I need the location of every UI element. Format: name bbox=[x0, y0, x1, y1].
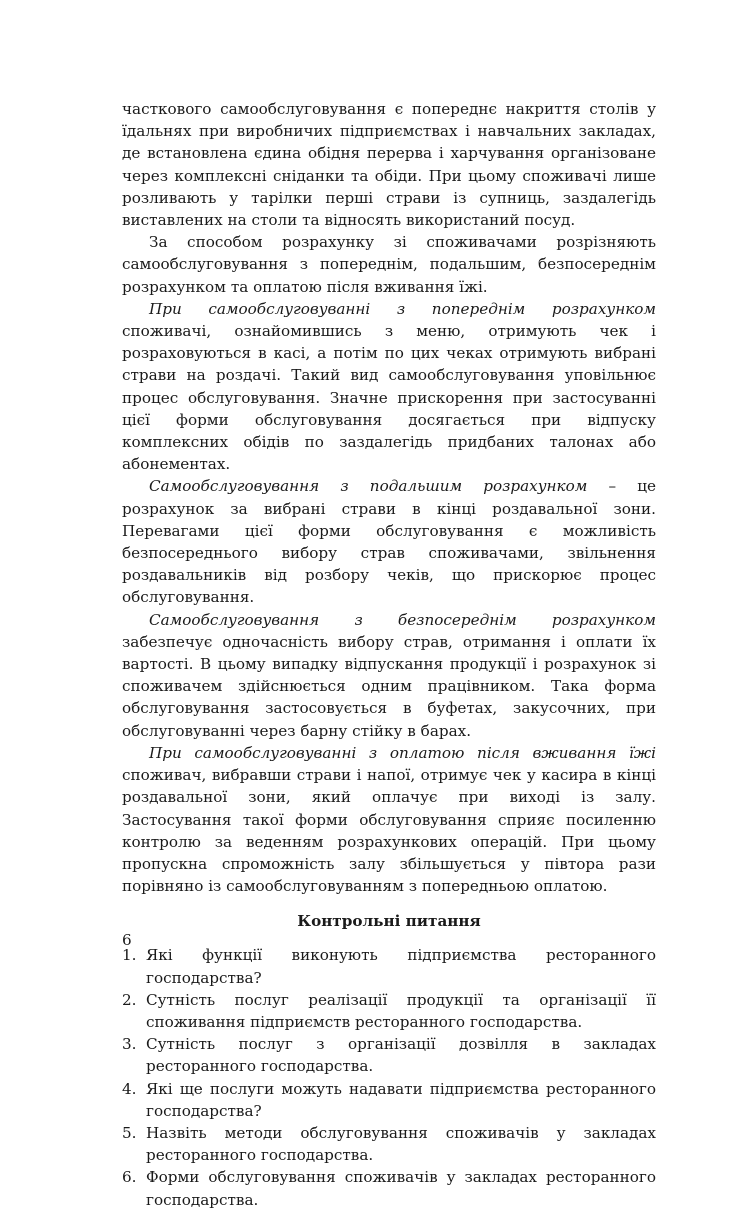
question-text: Форми обслуговування споживачів у закладах ресторанного господарства. bbox=[146, 1168, 656, 1209]
question-number: 1. bbox=[122, 946, 137, 965]
question-item bbox=[122, 944, 656, 988]
questions-heading: Контрольні питання bbox=[297, 912, 481, 931]
question-item bbox=[122, 989, 656, 1033]
question-text: Сутність послуг реалізації продукції та організації її споживання підприємств ресторанного господарства. bbox=[146, 990, 656, 1031]
question-item bbox=[122, 1122, 656, 1166]
questions-list bbox=[122, 944, 656, 1210]
question-text: Сутність послуг з організації дозвілля в закладах ресторанного господарства. bbox=[146, 1035, 656, 1076]
question-item bbox=[122, 1078, 656, 1122]
question-text: Які ще послуги можуть надавати підприємства ресторанного господарства? bbox=[146, 1079, 656, 1120]
page-number: 6 bbox=[122, 931, 132, 949]
body-paragraph-3 bbox=[122, 298, 656, 476]
question-item bbox=[122, 1033, 656, 1077]
body-paragraph-6 bbox=[122, 742, 656, 897]
page-content bbox=[122, 98, 656, 1211]
question-text: Назвіть методи обслуговування споживачів у закладах ресторанного господарства. bbox=[146, 1123, 656, 1165]
body-paragraph-4-text: – це розрахунок за вибрані страви в кінці роздавальної зони. Перевагами цієї форми обслуговування є можливість безпосереднього вибору страв споживачами, звільнення роздавальників від розбору чеків, що прискорює процес обслуговування. bbox=[122, 477, 656, 607]
question-number: 6. bbox=[122, 1168, 137, 1187]
question-number: 2. bbox=[122, 990, 137, 1009]
term-postpayment: Самообслуговування з подальшим розрахунком bbox=[149, 477, 588, 496]
body-paragraph-6-text: споживач, вибравши страви і напої, отримує чек у касира в кінці роздавальної зони, який оплачує при виході із залу. Застосування такої форми обслуговування сприяє посиленню контролю за веденням розрахункових операцій. При цьому пропускна спроможність залу збільшується у півтора рази порівняно із самообслуговуванням з попередньою оплатою. bbox=[122, 766, 656, 896]
body-paragraph-1: часткового самообслуговування є попереднє накриття столів у їдальнях при виробничих підприємствах і навчальних закладах, де встановлена єдина обідня перерва і харчування організоване через комплексні сніданки та обіди. При цьому споживачі лише розливають у тарілки перші страви із супниць, заздалегідь виставлених на столи та відносять використаний посуд. bbox=[122, 100, 656, 230]
body-paragraph-4 bbox=[122, 475, 656, 608]
question-text: Які функції виконують підприємства ресторанного господарства? bbox=[146, 946, 656, 987]
term-prepayment: При самообслуговуванні з попереднім розрахунком bbox=[149, 299, 656, 318]
body-paragraph-5 bbox=[122, 609, 656, 742]
question-number: 4. bbox=[122, 1079, 137, 1098]
body-paragraph-3-text: споживачі, ознайомившись з меню, отримують чек і розраховуються в касі, а потім по цих чеках отримують вибрані страви на роздачі. Такий вид самообслуговування уповільнює процес обслуговування. Значне прискорення при застосуванні цієї форми обслуговування досягається при відпуску комплексних обідів по заздалегідь придбаних талонах або абонементах. bbox=[122, 322, 656, 474]
term-payment-after-meal: При самообслуговуванні з оплатою після вживання їжі bbox=[149, 743, 656, 762]
question-number: 5. bbox=[122, 1123, 137, 1142]
question-item bbox=[122, 1166, 656, 1210]
term-direct-payment: Самообслуговування з безпосереднім розрахунком bbox=[149, 610, 656, 629]
body-paragraph-5-text: забезпечує одночасність вибору страв, отримання і оплати їх вартості. В цьому випадку відпускання продукції і розрахунок зі споживачем здійснюється одним працівником. Така форма обслуговування застосовується в буфетах, закусочних, при обслуговуванні через барну стійку в барах. bbox=[122, 632, 656, 740]
body-paragraph-2: За способом розрахунку зі споживачами розрізняють самообслуговування з попереднім, подальшим, безпосереднім розрахунком та оплатою після вживання їжі. bbox=[122, 233, 656, 296]
question-number: 3. bbox=[122, 1035, 137, 1054]
